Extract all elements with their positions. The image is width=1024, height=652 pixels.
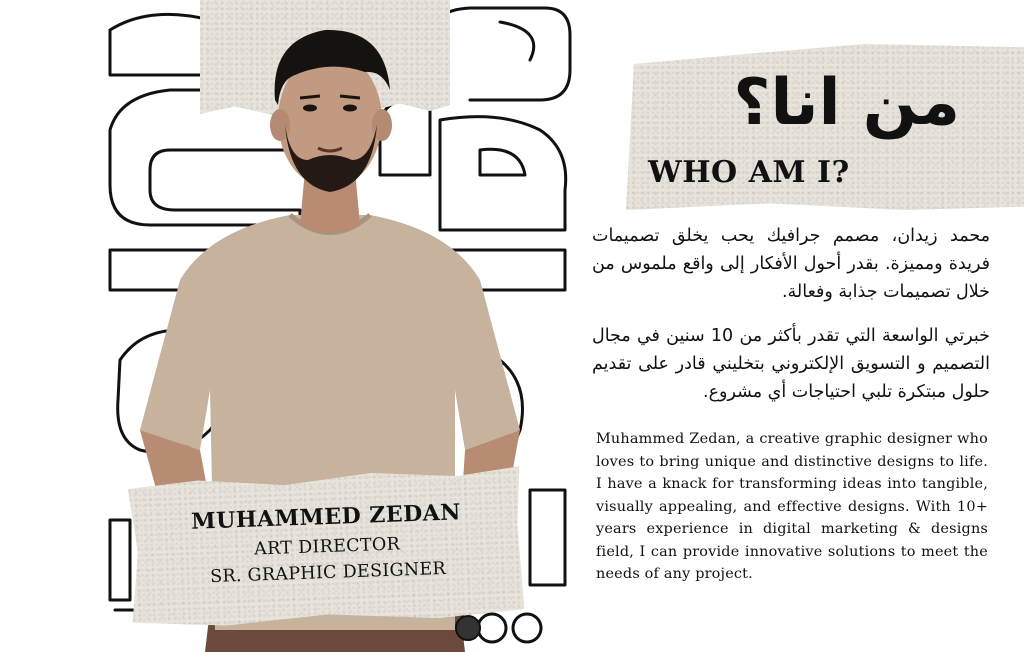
person-name: MUHAMMED ZEDAN bbox=[190, 499, 462, 535]
bio-arabic-paragraph-1: محمد زيدان، مصمم جرافيك يحب يخلق تصميمات فريدة ومميزة. بقدر أحول الأفكار إلى واقع ملموس من خلال تصميمات جذابة وفعالة. bbox=[592, 226, 990, 302]
bio-arabic-paragraph-2: خبرتي الواسعة التي تقدر بأكثر من 10 سنين في مجال التصميم و التسويق الإلكتروني بتخليني قادر على تقديم حلول مبتكرة تلبي احتياجات أي مشروع. bbox=[592, 326, 990, 402]
bio-english-paragraph: Muhammed Zedan, a creative graphic designer who loves to bring unique and distinctive designs to life. I have a knack for transforming ideas into tangible, visually appealing, and effective designs. With 10+ years experience in digital marketing & designs field, I can provide innovative solutions to meet the needs of any project. bbox=[596, 431, 988, 582]
role-title-1: ART DIRECTOR bbox=[253, 534, 401, 560]
name-card bbox=[149, 494, 506, 592]
role-title-2: SR. GRAPHIC DESIGNER bbox=[209, 558, 447, 588]
title-english: WHO AM I? bbox=[648, 155, 850, 190]
title-arabic: من انا؟ bbox=[733, 66, 960, 140]
